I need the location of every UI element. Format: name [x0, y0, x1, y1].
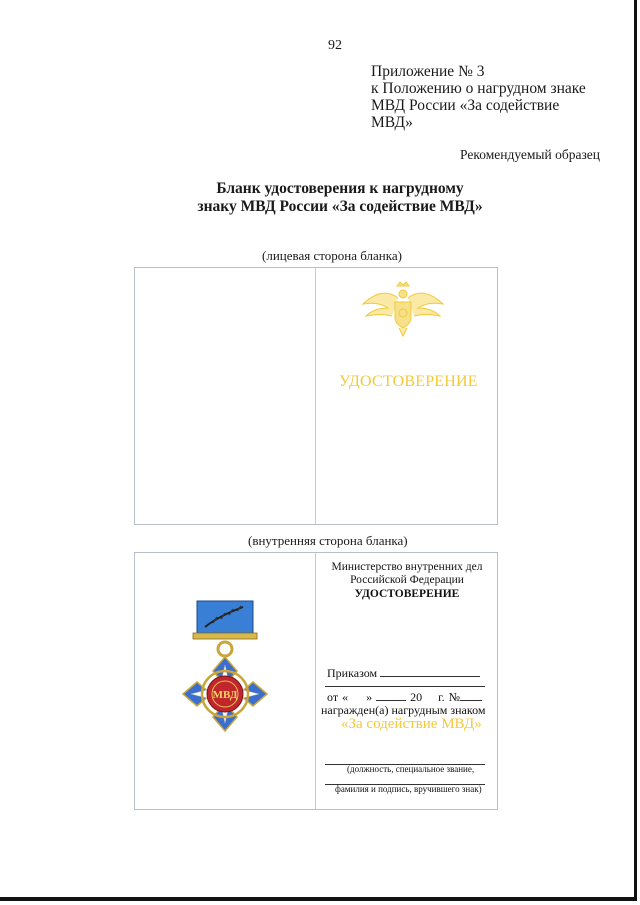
- signature-caption: фамилия и подпись, вручившего знак): [335, 784, 482, 794]
- ministry-line: Министерство внутренних дел: [331, 561, 483, 573]
- number-blank-line: [460, 690, 482, 701]
- order-second-line: [325, 686, 485, 687]
- page-number: 92: [328, 38, 342, 53]
- date-open: от «: [327, 690, 349, 704]
- title-line: Бланк удостоверения к нагрудному: [216, 180, 464, 197]
- badge-name: «За содействие МВД»: [341, 716, 482, 732]
- appendix-line: Приложение № 3: [371, 63, 485, 80]
- title-line: знаку МВД России «За содействие МВД»: [197, 198, 483, 215]
- appendix-line: к Положению о нагрудном знаке: [371, 80, 586, 97]
- year-prefix: 20: [410, 690, 423, 704]
- front-side-caption: (лицевая сторона бланка): [262, 248, 402, 263]
- ministry-line: Российской Федерации: [350, 574, 464, 586]
- ministry-name: [317, 561, 497, 587]
- mvd-badge-medal-icon: [179, 597, 271, 757]
- order-blank-line: [380, 664, 480, 677]
- medal-center-text: МВД: [212, 689, 238, 701]
- fold-line: [315, 268, 316, 524]
- month-blank-line: [376, 690, 406, 701]
- cover-certificate-word: УДОСТОВЕРЕНИЕ: [339, 373, 478, 390]
- order-field: [327, 664, 480, 681]
- inner-side-caption: (внутренняя сторона бланка): [248, 533, 408, 548]
- awarded-text: награжден(а) нагрудным знаком: [321, 703, 486, 717]
- front-side-blank: [134, 267, 498, 525]
- position-caption: (должность, специальное звание,: [347, 764, 475, 774]
- mvd-eagle-emblem-icon: [358, 280, 448, 338]
- appendix-line: МВД»: [371, 114, 413, 131]
- year-suffix: г. №: [438, 690, 461, 704]
- inner-side-blank: [134, 552, 498, 810]
- recommended-sample-label: Рекомендуемый образец: [460, 147, 601, 162]
- appendix-line: МВД России «За содействие: [371, 97, 560, 114]
- inner-certificate-title: УДОСТОВЕРЕНИЕ: [354, 588, 460, 600]
- order-label: Приказом: [327, 666, 378, 680]
- document-title: [120, 180, 560, 216]
- fold-line: [315, 553, 316, 809]
- date-close: »: [366, 690, 373, 704]
- appendix-note: [371, 63, 586, 131]
